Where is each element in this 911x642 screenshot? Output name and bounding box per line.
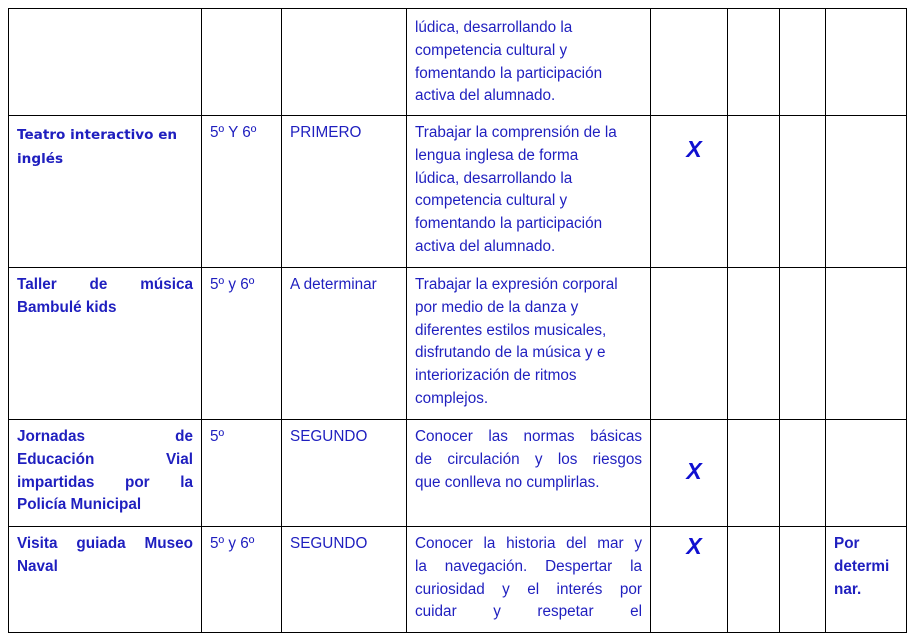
term-cell: A determinar (282, 268, 407, 420)
objective-line: complejos. (415, 389, 489, 407)
activity-name-line: Bambulé kids (17, 298, 117, 316)
objective-line: interiorización de ritmos (415, 367, 577, 385)
grades-cell: 5º Y 6º (202, 116, 282, 268)
table-row (9, 9, 907, 116)
mark-cell (651, 527, 728, 633)
objective-line: la navegación. Despertar la (415, 557, 642, 575)
mark-x: X (686, 136, 702, 162)
grades-cell: 5º y 6º (202, 527, 282, 633)
activity-name-line: Educación Vial (17, 450, 193, 468)
activity-name-line: impartidas por la (17, 473, 193, 491)
objective-cell (407, 9, 651, 116)
term-cell (282, 9, 407, 116)
objective-line: fomentando la participación (415, 215, 603, 233)
empty-cell (780, 527, 826, 633)
objective-line: competencia cultural y (415, 192, 568, 210)
activity-name-line: Taller de música (17, 276, 193, 293)
activity-name-line: Naval (17, 557, 58, 575)
objective-line: lengua inglesa de forma (415, 146, 579, 164)
empty-cell (826, 420, 907, 527)
mark-x: X (686, 533, 702, 559)
activity-name-line: Policía Municipal (17, 496, 142, 514)
table-row (9, 527, 907, 633)
empty-cell (780, 116, 826, 268)
mark-cell (651, 420, 728, 527)
extra-cell (826, 527, 907, 633)
objective-cell (407, 420, 651, 527)
objective-cell (407, 116, 651, 268)
objective-line: Trabajar la comprensión de la (415, 124, 617, 141)
activity-name-line: Jornadas de (17, 428, 193, 445)
grades-cell (202, 9, 282, 116)
objective-cell (407, 268, 651, 420)
objective-line: lúdica, desarrollando la (415, 19, 573, 36)
extra-line: determi (834, 557, 890, 575)
grades-cell: 5º y 6º (202, 268, 282, 420)
objective-line: fomentando la participación (415, 64, 603, 82)
objective-line: cuidar y respetar el (415, 603, 642, 621)
activity-name-cell (9, 116, 202, 268)
term-cell: SEGUNDO (282, 527, 407, 633)
objective-line: de circulación y los riesgos (415, 450, 642, 468)
empty-cell (826, 268, 907, 420)
mark-cell (651, 116, 728, 268)
empty-cell (780, 268, 826, 420)
empty-cell (728, 527, 780, 633)
empty-cell (728, 420, 780, 527)
objective-line: Conocer las normas básicas (415, 428, 642, 445)
objective-line: Trabajar la expresión corporal (415, 276, 618, 293)
empty-cell (728, 116, 780, 268)
empty-cell (728, 9, 780, 116)
objective-line: que conlleva no cumplirlas. (415, 473, 600, 491)
objective-line: activa del alumnado. (415, 237, 556, 255)
objective-line: lúdica, desarrollando la (415, 169, 573, 187)
table-row (9, 116, 907, 268)
activity-name-cell (9, 268, 202, 420)
activity-name-cell (9, 9, 202, 116)
objective-line: por medio de la danza y (415, 298, 579, 316)
empty-cell (826, 9, 907, 116)
objective-line: disfrutando de la música y e (415, 344, 606, 362)
objective-line: diferentes estilos musicales, (415, 321, 607, 339)
objective-cell (407, 527, 651, 633)
grades-cell: 5º (202, 420, 282, 527)
term-cell: PRIMERO (282, 116, 407, 268)
activity-name-cell (9, 420, 202, 527)
objective-line: curiosidad y el interés por (415, 580, 642, 598)
extra-line: nar. (834, 580, 862, 598)
empty-cell (780, 420, 826, 527)
term-cell: SEGUNDO (282, 420, 407, 527)
empty-cell (780, 9, 826, 116)
objective-line: Conocer la historia del mar y (415, 535, 642, 552)
activity-name-line: Visita guiada Museo (17, 535, 193, 552)
activity-name-line: Teatro interactivo en (17, 127, 178, 143)
objective-line: activa del alumnado. (415, 87, 556, 105)
extra-line: Por (834, 535, 860, 552)
table-row (9, 420, 907, 527)
activity-name-cell (9, 527, 202, 633)
mark-x: X (686, 458, 702, 484)
activities-table (8, 8, 907, 633)
mark-cell (651, 9, 728, 116)
mark-cell (651, 268, 728, 420)
objective-line: competencia cultural y (415, 41, 568, 59)
table-row (9, 268, 907, 420)
empty-cell (728, 268, 780, 420)
empty-cell (826, 116, 907, 268)
activity-name-line: inglés (17, 151, 64, 167)
